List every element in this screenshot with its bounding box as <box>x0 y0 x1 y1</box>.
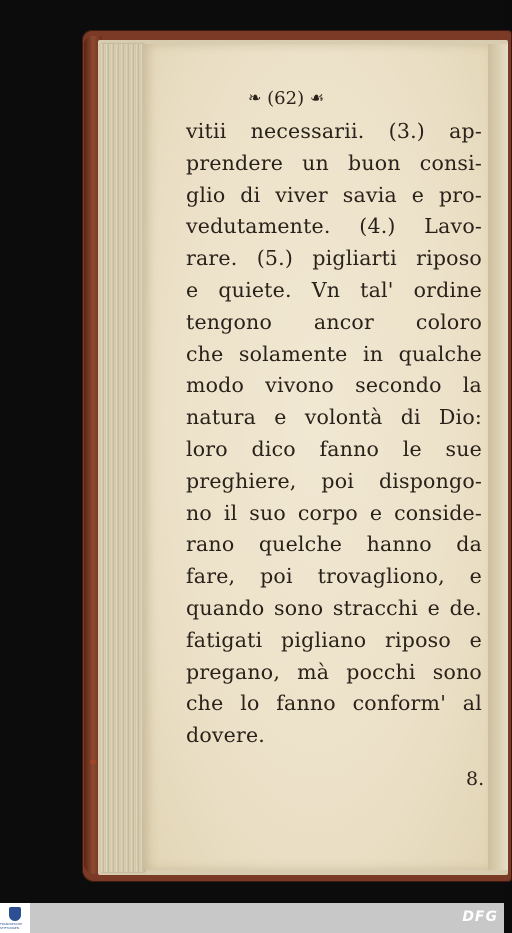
text-line <box>186 529 482 559</box>
word: dico <box>251 437 296 461</box>
word: e <box>411 182 425 207</box>
word: rano <box>186 532 235 557</box>
word: e <box>469 564 482 589</box>
word: buon <box>348 150 401 175</box>
page-edges <box>100 44 144 872</box>
word: ordine <box>413 278 482 302</box>
word: riposo <box>385 627 451 652</box>
text-line <box>186 116 482 146</box>
word: fatigati <box>186 627 263 652</box>
word: conform' <box>352 691 447 716</box>
word: e <box>427 596 440 620</box>
word: quiete. <box>218 278 292 302</box>
word: hanno <box>366 532 432 557</box>
text-line <box>186 625 482 655</box>
word: modo <box>186 373 245 398</box>
word: fanno <box>276 691 336 716</box>
francke-logo-icon <box>9 907 21 921</box>
francke-logo <box>0 903 30 933</box>
word: vitii <box>186 119 227 143</box>
catchword: 8. <box>466 768 485 790</box>
text-line <box>186 148 482 178</box>
word: savia <box>342 182 397 207</box>
word: e <box>469 627 482 652</box>
text-line <box>186 498 482 528</box>
word: di <box>400 405 421 430</box>
text-line <box>186 307 482 337</box>
word: fare, <box>186 564 236 589</box>
word: vedutamente. <box>186 214 331 239</box>
word: secondo <box>355 373 442 398</box>
word: sue <box>445 437 482 461</box>
word: Vn <box>311 278 341 302</box>
text-line <box>186 593 482 623</box>
word: fanno <box>319 437 380 461</box>
header-right-ornament: ☙ <box>309 88 325 107</box>
dfg-logo: DFG <box>462 909 498 925</box>
word: volontà <box>304 405 383 430</box>
text-line <box>186 339 482 369</box>
word: le <box>402 437 422 461</box>
francke-logo-text: FRANCKESCHE STIFTUNGEN <box>0 921 23 930</box>
word: pregano, <box>186 659 281 684</box>
word: viver <box>275 182 328 207</box>
word: che <box>186 691 224 716</box>
header-left-ornament: ❧ <box>248 88 262 107</box>
word: in <box>362 341 384 366</box>
word: Lavo- <box>424 214 482 239</box>
word: la <box>462 373 482 398</box>
text-line: dovere. <box>186 723 266 748</box>
word: pocchi <box>346 659 416 684</box>
word: pigliano <box>281 627 367 652</box>
word: e <box>369 500 383 525</box>
word: quelche <box>258 532 343 557</box>
page-number: (62) <box>267 88 305 109</box>
word: dispongo- <box>378 468 482 493</box>
word: conside- <box>394 500 482 525</box>
word: glio <box>186 182 226 207</box>
word: di <box>240 182 261 207</box>
word: trovagliono, <box>317 564 445 589</box>
word: consi- <box>419 150 482 175</box>
word: pigliarti <box>312 246 397 271</box>
word: quando <box>186 596 265 620</box>
word: (5.) <box>256 246 294 271</box>
word: mà <box>297 659 330 684</box>
text-line <box>186 688 482 718</box>
word: Dio: <box>438 405 482 430</box>
word: pro- <box>438 182 482 207</box>
word: (3.) <box>388 119 425 143</box>
word: tal' <box>360 278 394 302</box>
word: al <box>462 691 482 716</box>
word: il <box>223 500 238 525</box>
page-header <box>248 88 448 118</box>
word: corpo <box>297 500 358 525</box>
text-line <box>186 402 482 432</box>
word: ap- <box>449 119 482 143</box>
word: (4.) <box>359 214 396 239</box>
paper-fleck <box>90 760 96 764</box>
word: sono <box>432 659 482 684</box>
word: stracchi <box>332 596 418 620</box>
word: un <box>302 150 329 175</box>
word: poi <box>260 564 293 589</box>
word: rare. <box>186 246 238 271</box>
text-line <box>186 370 482 400</box>
word: sono <box>274 596 324 620</box>
word: qualche <box>398 341 482 366</box>
word: ancor <box>313 309 374 334</box>
text-line <box>186 275 482 305</box>
word: no <box>186 500 212 525</box>
word: prendere <box>186 150 284 175</box>
word: lo <box>240 691 260 716</box>
word: de. <box>449 596 482 620</box>
book-page <box>142 44 488 870</box>
word: preghiere, <box>186 468 297 493</box>
word: suo <box>249 500 286 525</box>
word: vivono <box>265 373 334 398</box>
text-line <box>186 243 482 273</box>
word: riposo <box>416 246 482 271</box>
word: loro <box>186 437 228 461</box>
footer-bar <box>0 903 504 933</box>
word: e <box>274 405 287 430</box>
word: necessarii. <box>250 119 365 143</box>
word: natura <box>186 405 257 430</box>
facing-page-edge <box>487 44 508 870</box>
text-line <box>186 180 482 210</box>
word: e <box>186 278 199 302</box>
word: che <box>186 341 224 366</box>
text-line <box>186 211 482 241</box>
text-line <box>186 561 482 591</box>
text-line <box>186 434 482 464</box>
text-line <box>186 466 482 496</box>
text-line <box>186 657 482 687</box>
word: tengono <box>186 309 272 334</box>
word: da <box>456 532 482 557</box>
word: coloro <box>415 309 482 334</box>
word: solamente <box>238 341 348 366</box>
word: poi <box>321 468 355 493</box>
